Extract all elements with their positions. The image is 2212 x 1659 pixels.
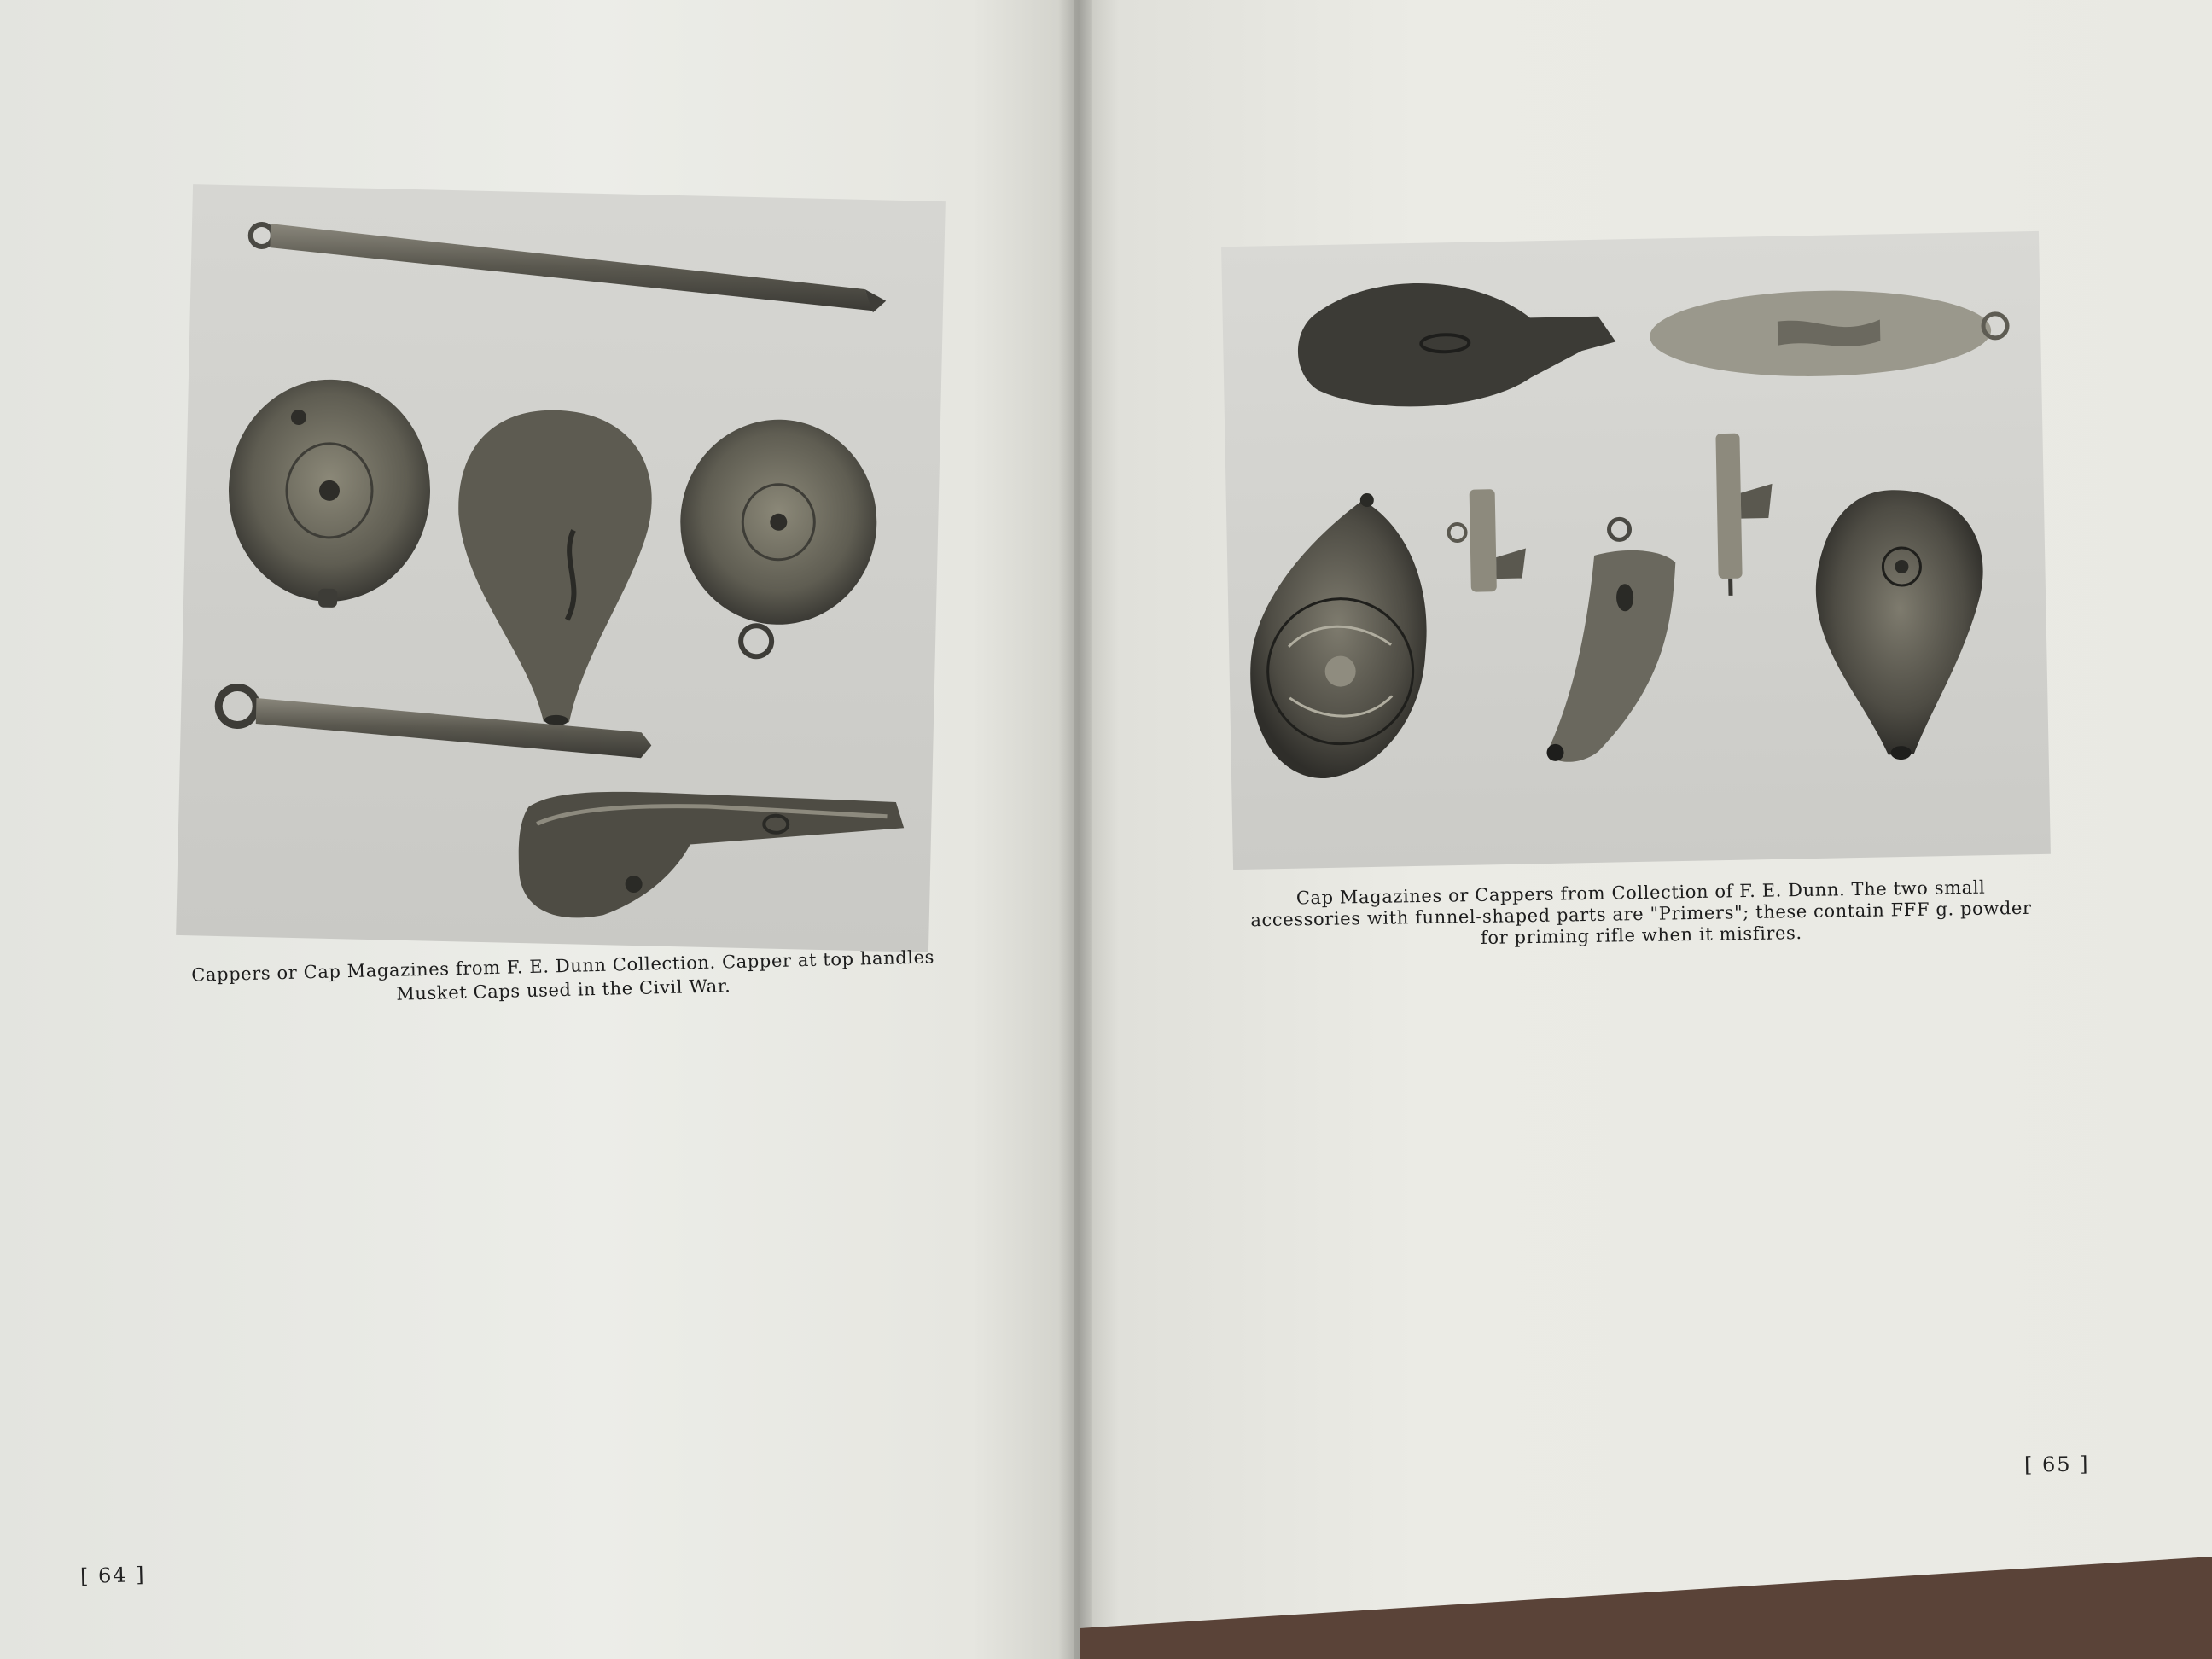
left-figure-illustration	[176, 184, 946, 952]
long-capper	[249, 224, 888, 313]
round-capper-bottom-right	[1814, 488, 1987, 761]
right-figure-photo	[1221, 231, 2051, 870]
bottom-capper	[517, 789, 905, 925]
horn-capper	[1542, 518, 1679, 762]
primer-left	[1448, 488, 1527, 592]
primer-right	[1715, 433, 1774, 596]
left-figure-caption: Cappers or Cap Magazines from F. E. Dunn Collection. Capper at top handles Musket Caps used in the Civil War.	[191, 946, 935, 1004]
right-figure-caption: Cap Magazines or Cappers from Collection of F. E. Dunn. The two small accessories with funnel-shaped parts are "Primers"; these contain FFF g. powder for priming rifle when it misfires.	[1250, 876, 2032, 948]
left-page-number: [ 64 ]	[79, 1563, 146, 1588]
right-page-number: [ 65 ]	[2023, 1452, 2090, 1477]
pear-capper-top-left	[1296, 280, 1616, 409]
round-capper-left	[226, 377, 433, 609]
round-capper-right	[678, 417, 879, 659]
right-figure-illustration	[1221, 231, 2051, 870]
right-page	[1074, 0, 2212, 1659]
engraved-capper	[1247, 492, 1429, 780]
left-page	[0, 0, 1080, 1659]
stick-capper	[218, 687, 653, 759]
left-figure-photo	[176, 184, 946, 952]
book-gutter	[1058, 0, 1092, 1659]
oval-capper-top-right	[1649, 288, 2008, 380]
pear-capper-center	[453, 408, 654, 727]
